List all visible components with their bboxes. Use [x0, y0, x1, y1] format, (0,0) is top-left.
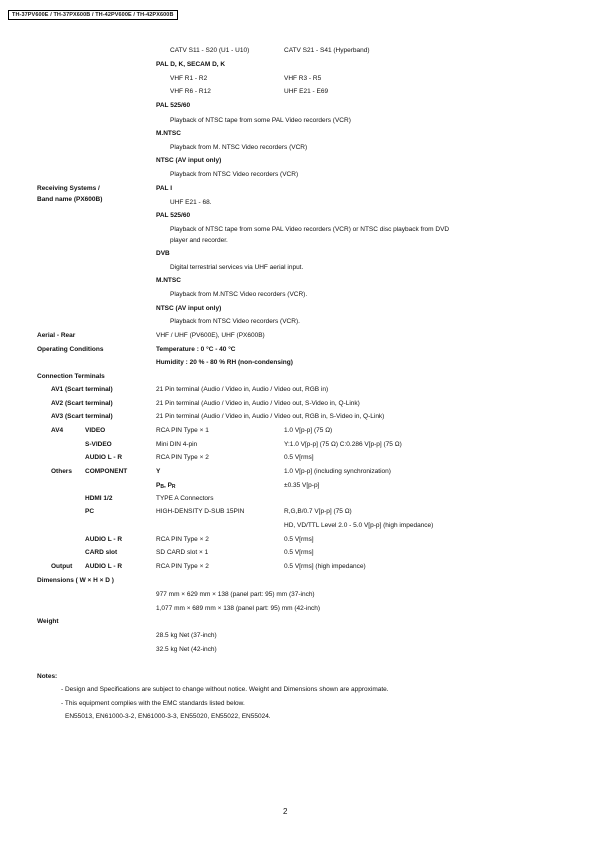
spec-cell: CARD slot	[85, 549, 118, 556]
spec-cell-subscript: B	[160, 484, 164, 490]
spec-cell: ±0.35 V[p-p]	[284, 482, 320, 489]
spec-cell: VHF / UHF (PV600E), UHF (PX600B)	[156, 332, 265, 339]
spec-cell: AV4	[51, 427, 64, 434]
spec-cell: 1.0 V[p-p] (75 Ω)	[284, 427, 333, 434]
spec-cell: Playback from M. NTSC Video recorders (VCR)	[170, 144, 308, 151]
spec-cell: Others	[51, 468, 72, 475]
spec-cell: AV3 (Scart terminal)	[51, 413, 113, 420]
spec-cell: Band name (PX600B)	[37, 196, 103, 203]
spec-cell: AV2 (Scart terminal)	[51, 400, 113, 407]
spec-cell: RCA PIN Type × 2	[156, 536, 209, 543]
spec-cell: RCA PIN Type × 2	[156, 454, 209, 461]
spec-cell: UHF E21 - E69	[284, 88, 329, 95]
spec-cell: VIDEO	[85, 427, 106, 434]
document-header: TH-37PV600E / TH-37PX600B / TH-42PV600E / TH-42PX600B	[8, 10, 178, 20]
spec-cell: HDMI 1/2	[85, 495, 113, 502]
spec-cell: VHF R3 - R5	[284, 75, 322, 82]
spec-cell: Operating Conditions	[37, 346, 104, 353]
spec-cell: HIGH-DENSITY D-SUB 15PIN	[156, 508, 245, 515]
spec-cell: RCA PIN Type × 1	[156, 427, 209, 434]
spec-cell: 977 mm × 629 mm × 138 (panel part: 95) mm (37-inch)	[156, 591, 315, 598]
spec-cell: SD CARD slot × 1	[156, 549, 209, 556]
spec-cell: PAL I	[156, 185, 173, 192]
spec-cell	[156, 482, 176, 491]
spec-cell: Y	[156, 468, 161, 475]
spec-cell: Playback from NTSC Video recorders (VCR).	[170, 318, 300, 325]
spec-cell: AUDIO L - R	[85, 563, 123, 570]
spec-cell: 1,077 mm × 689 mm × 138 (panel part: 95) mm (42-inch)	[156, 605, 321, 612]
note-line: EN55013, EN61000-3-2, EN61000-3-3, EN55020, EN55022, EN55024.	[65, 713, 271, 720]
spec-cell: CATV S11 - S20 (U1 - U10)	[170, 47, 250, 54]
spec-cell: M.NTSC	[156, 130, 181, 137]
spec-cell: Weight	[37, 618, 59, 625]
spec-cell: VHF R6 - R12	[170, 88, 211, 95]
spec-cell: COMPONENT	[85, 468, 128, 475]
spec-cell: 21 Pin terminal (Audio / Video in, Audio / Video out, RGB in, S-Video in, Q-Link)	[156, 413, 385, 420]
spec-cell: 0.5 V[rms]	[284, 454, 314, 461]
spec-cell: Mini DIN 4-pin	[156, 441, 198, 448]
spec-cell: R,G,B/0.7 V[p-p] (75 Ω)	[284, 508, 352, 515]
spec-cell: 0.5 V[rms] (high impedance)	[284, 563, 366, 570]
spec-cell: HD, VD/TTL Level 2.0 - 5.0 V[p-p] (high impedance)	[284, 522, 434, 529]
spec-cell: 21 Pin terminal (Audio / Video in, Audio / Video out, S-Video in, Q-Link)	[156, 400, 360, 407]
spec-cell: 0.5 V[rms]	[284, 536, 314, 543]
spec-cell: RCA PIN Type × 2	[156, 563, 209, 570]
spec-cell: AV1 (Scart terminal)	[51, 386, 113, 393]
note-line: - Design and Specifications are subject to change without notice. Weight and Dimensions shown are approximate.	[61, 686, 389, 693]
spec-cell: 0.5 V[rms]	[284, 549, 314, 556]
spec-cell: UHF E21 - 68.	[170, 199, 212, 206]
spec-cell: S-VIDEO	[85, 441, 112, 448]
spec-cell: M.NTSC	[156, 277, 181, 284]
spec-cell: Aerial - Rear	[37, 332, 76, 339]
spec-cell: PAL 525/60	[156, 102, 191, 109]
spec-cell: 21 Pin terminal (Audio / Video in, Audio / Video out, RGB in)	[156, 386, 329, 393]
spec-cell: AUDIO L - R	[85, 536, 123, 543]
spec-cell: NTSC (AV input only)	[156, 305, 222, 312]
spec-cell: 1.0 V[p-p] (including synchronization)	[284, 468, 391, 475]
spec-cell: Playback from M.NTSC Video recorders (VCR).	[170, 291, 308, 298]
spec-cell: DVB	[156, 250, 170, 257]
spec-cell: Connection Terminals	[37, 373, 105, 380]
spec-cell: PC	[85, 508, 95, 515]
spec-cell: player and recorder.	[170, 237, 228, 244]
spec-cell: 28.5 kg Net (37-inch)	[156, 632, 217, 639]
spec-cell: 32.5 kg Net (42-inch)	[156, 646, 217, 653]
spec-cell: VHF R1 - R2	[170, 75, 208, 82]
spec-cell: CATV S21 - S41 (Hyperband)	[284, 47, 370, 54]
spec-cell-subscript: R	[171, 484, 176, 490]
spec-cell: Receiving Systems /	[37, 185, 100, 192]
spec-cell: PAL D, K, SECAM D, K	[156, 61, 226, 68]
spec-cell: Digital terrestrial services via UHF aerial input.	[170, 264, 304, 271]
spec-cell: Humidity : 20 % - 80 % RH (non-condensing)	[156, 359, 293, 366]
spec-cell: Y:1.0 V[p-p] (75 Ω) C:0.286 V[p-p] (75 Ω)	[284, 441, 402, 448]
spec-cell-text: , P	[163, 482, 172, 489]
spec-cell: AUDIO L - R	[85, 454, 123, 461]
spec-cell: Temperature : 0 °C - 40 °C	[156, 346, 236, 353]
spec-cell: NTSC (AV input only)	[156, 157, 222, 164]
spec-cell: Output	[51, 563, 73, 570]
page-number: 2	[283, 807, 288, 816]
note-line: - This equipment complies with the EMC standards listed below.	[61, 700, 245, 707]
spec-cell: TYPE A Connectors	[156, 495, 214, 502]
spec-cell-text: P	[156, 482, 161, 489]
spec-cell: Playback of NTSC tape from some PAL Video recorders (VCR) or NTSC disc playback from DVD	[170, 226, 450, 233]
spec-cell: Playback from NTSC Video recorders (VCR)	[170, 171, 299, 178]
spec-cell: PAL 525/60	[156, 212, 191, 219]
notes-title: Notes:	[37, 673, 58, 680]
spec-cell: Dimensions ( W × H × D )	[37, 577, 114, 584]
spec-cell: Playback of NTSC tape from some PAL Video recorders (VCR)	[170, 117, 351, 124]
